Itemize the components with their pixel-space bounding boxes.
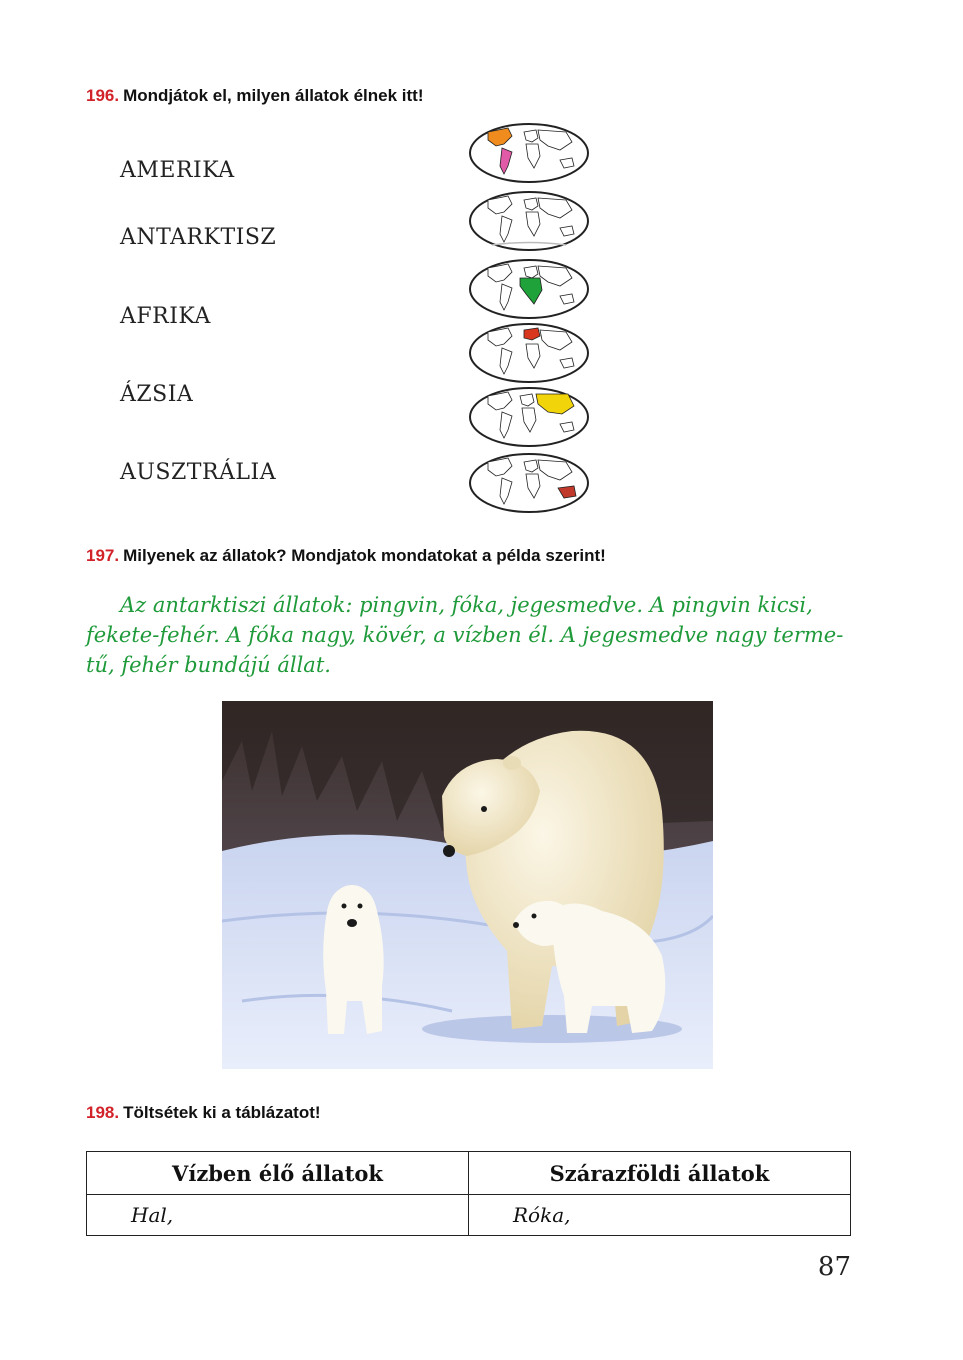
task-instruction: Mondjátok el, milyen állatok élnek itt! [123, 86, 424, 105]
table-cell-land-animals[interactable]: Róka, [469, 1195, 851, 1236]
task-198-heading [86, 1103, 321, 1123]
task-number: 197. [86, 546, 120, 565]
task-197-heading [86, 546, 606, 566]
continent-label-afrika: AFRIKA [120, 304, 211, 329]
column-header-land-animals: Szárazföldi állatok [469, 1152, 851, 1195]
table-cell-water-animals[interactable]: Hal, [87, 1195, 469, 1236]
example-line: fekete-fehér. A fóka nagy, kövér, a vízben él. A jegesmedve nagy terme- [86, 623, 844, 647]
task-instruction: Töltsétek ki a táblázatot! [123, 1103, 321, 1122]
task-instruction: Milyenek az állatok? Mondjatok mondatokat a példa szerint! [123, 546, 606, 565]
world-map-azsia [468, 386, 590, 448]
task-number: 198. [86, 1103, 120, 1122]
world-map-europa [468, 322, 590, 384]
world-map-ausztralia [468, 452, 590, 514]
animals-table [86, 1151, 851, 1236]
world-map-afrika [468, 258, 590, 320]
world-map-amerika [468, 122, 590, 184]
page-number: 87 [817, 1252, 851, 1282]
example-line: tű, fehér bundájú állat. [86, 653, 331, 677]
continent-label-azsia: ÁZSIA [120, 382, 194, 407]
continent-label-ausztralia: AUSZTRÁLIA [120, 460, 277, 485]
example-paragraph [86, 590, 852, 680]
continent-label-antarktisz: ANTARKTISZ [120, 225, 277, 250]
task-number: 196. [86, 86, 120, 105]
continent-label-amerika: AMERIKA [120, 158, 235, 183]
task-196-heading [86, 86, 424, 106]
example-line: Az antarktiszi állatok: pingvin, fóka, jegesmedve. A pingvin kicsi, [120, 593, 813, 617]
column-header-water-animals: Vízben élő állatok [87, 1152, 469, 1195]
table-header-row [87, 1152, 851, 1195]
world-map-antarktisz [468, 190, 590, 252]
polar-bear-photo [222, 701, 713, 1069]
table-row [87, 1195, 851, 1236]
